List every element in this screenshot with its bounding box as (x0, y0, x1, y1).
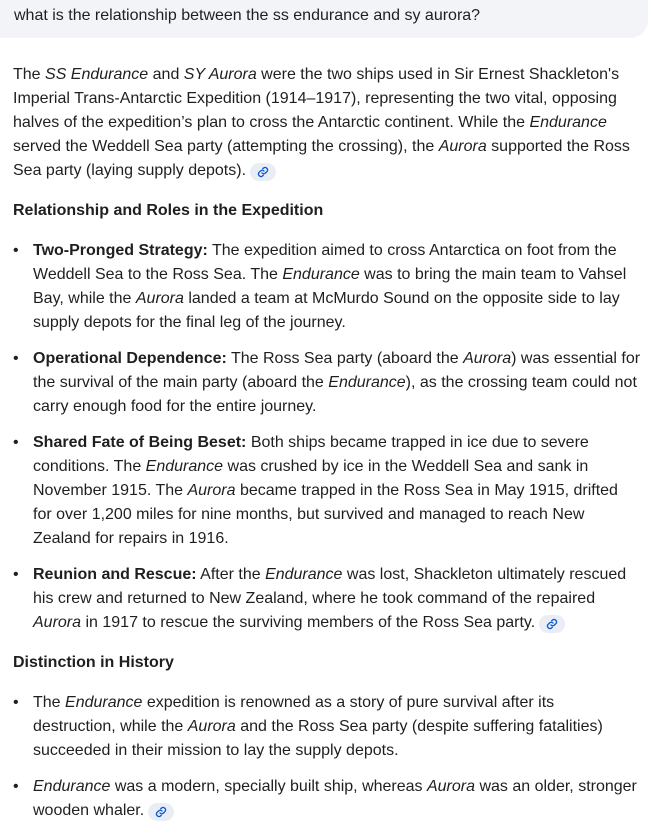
ai-answer (13, 63, 641, 823)
bullet: • (13, 694, 19, 711)
link-icon (257, 166, 269, 178)
distinction-list (13, 691, 641, 823)
ship-name: Aurora (187, 718, 236, 735)
intro-text: and (148, 66, 184, 83)
item-title: Reunion and Rescue: (33, 566, 197, 583)
ship-name: Endurance (33, 778, 111, 795)
ship-name: Aurora (33, 614, 82, 631)
item-text: expedition is renowned as a story of pure survival after its destruction, while the (33, 694, 555, 735)
item-text: The (33, 694, 66, 711)
ship-name: Aurora (187, 482, 236, 499)
bullet: • (13, 242, 19, 259)
item-text: was to bring the main team to Vahsel Bay, while the (33, 266, 627, 307)
ship-name: Endurance (282, 266, 360, 283)
section-heading: Relationship and Roles in the Expedition (13, 202, 324, 219)
list-item (13, 691, 641, 763)
item-text: was crushed by ice in the Weddell Sea and sank in November 1915. The (33, 458, 589, 499)
item-title: Shared Fate of Being Beset: (33, 434, 247, 451)
list-item (13, 775, 641, 823)
citation-button[interactable] (250, 163, 276, 181)
intro-ship-name: Endurance (529, 114, 607, 131)
item-text: ) was essential for the survival of the main party (aboard the (33, 350, 641, 391)
bullet: • (13, 566, 19, 583)
item-text: in 1917 to rescue the surviving members of the Ross Sea party. (81, 614, 536, 631)
section-heading: Distinction in History (13, 654, 174, 671)
ship-name: Endurance (265, 566, 343, 583)
intro-ship-name: SY Aurora (183, 66, 257, 83)
intro-text: served the Weddell Sea party (attempting the crossing), the (13, 138, 439, 155)
intro-text: supported the Ross Sea party (laying supply depots). (13, 138, 630, 179)
item-text: Both ships became trapped in ice due to severe conditions. The (33, 434, 589, 475)
list-item (13, 563, 641, 635)
item-text: was a modern, specially built ship, whereas (110, 778, 427, 795)
item-text: ), as the crossing team could not carry enough food for the entire journey. (33, 374, 637, 415)
item-text: and the Ross Sea party (despite suffering fatalities) succeeded in their mission to lay the supply depots. (33, 718, 603, 759)
list-item (13, 239, 641, 335)
bullet: • (13, 778, 19, 795)
intro-paragraph (13, 63, 641, 183)
bullet: • (13, 434, 19, 451)
intro-ship-name: Aurora (438, 138, 487, 155)
item-text: After the (196, 566, 266, 583)
citation-button[interactable] (148, 803, 174, 821)
link-icon (546, 618, 558, 630)
ship-name: Aurora (135, 290, 184, 307)
roles-list (13, 239, 641, 635)
ship-name: Aurora (463, 350, 512, 367)
intro-ship-name: SS Endurance (45, 66, 149, 83)
item-title: Operational Dependence: (33, 350, 227, 367)
item-text: was an older, stronger wooden whaler. (33, 778, 637, 819)
list-item (13, 431, 641, 551)
item-title: Two-Pronged Strategy: (33, 242, 208, 259)
list-item (13, 347, 641, 419)
link-icon (155, 806, 167, 818)
user-query-text: what is the relationship between the ss endurance and sy aurora? (14, 7, 481, 24)
intro-text: were the two ships used in Sir Ernest Shackleton's Imperial Trans-Antarctic Expedition (1914–1917), representing the two vital, opposing halves of the expedition’s plan to cross the Antarctic continent. While the (13, 66, 620, 131)
item-text: became trapped in the Ross Sea in May 1915, drifted for over 1,200 miles for nine months, but survived and managed to reach New Zealand for repairs in 1916. (33, 482, 618, 547)
item-text: The Ross Sea party (aboard the (226, 350, 464, 367)
item-text: The expedition aimed to cross Antarctica on foot from the Weddell Sea to the Ross Sea. The (33, 242, 617, 283)
ship-name: Endurance (65, 694, 143, 711)
ship-name: Endurance (328, 374, 406, 391)
user-query (0, 0, 648, 38)
item-text: was lost, Shackleton ultimately rescued his crew and returned to New Zealand, where he took command of the repaired (33, 566, 627, 607)
intro-text: The (13, 66, 46, 83)
bullet: • (13, 350, 19, 367)
citation-button[interactable] (539, 615, 565, 633)
ship-name: Aurora (426, 778, 476, 795)
ship-name: Endurance (145, 458, 224, 475)
item-text: landed a team at McMurdo Sound on the opposite side to lay supply depots for the final leg of the journey. (33, 290, 620, 331)
